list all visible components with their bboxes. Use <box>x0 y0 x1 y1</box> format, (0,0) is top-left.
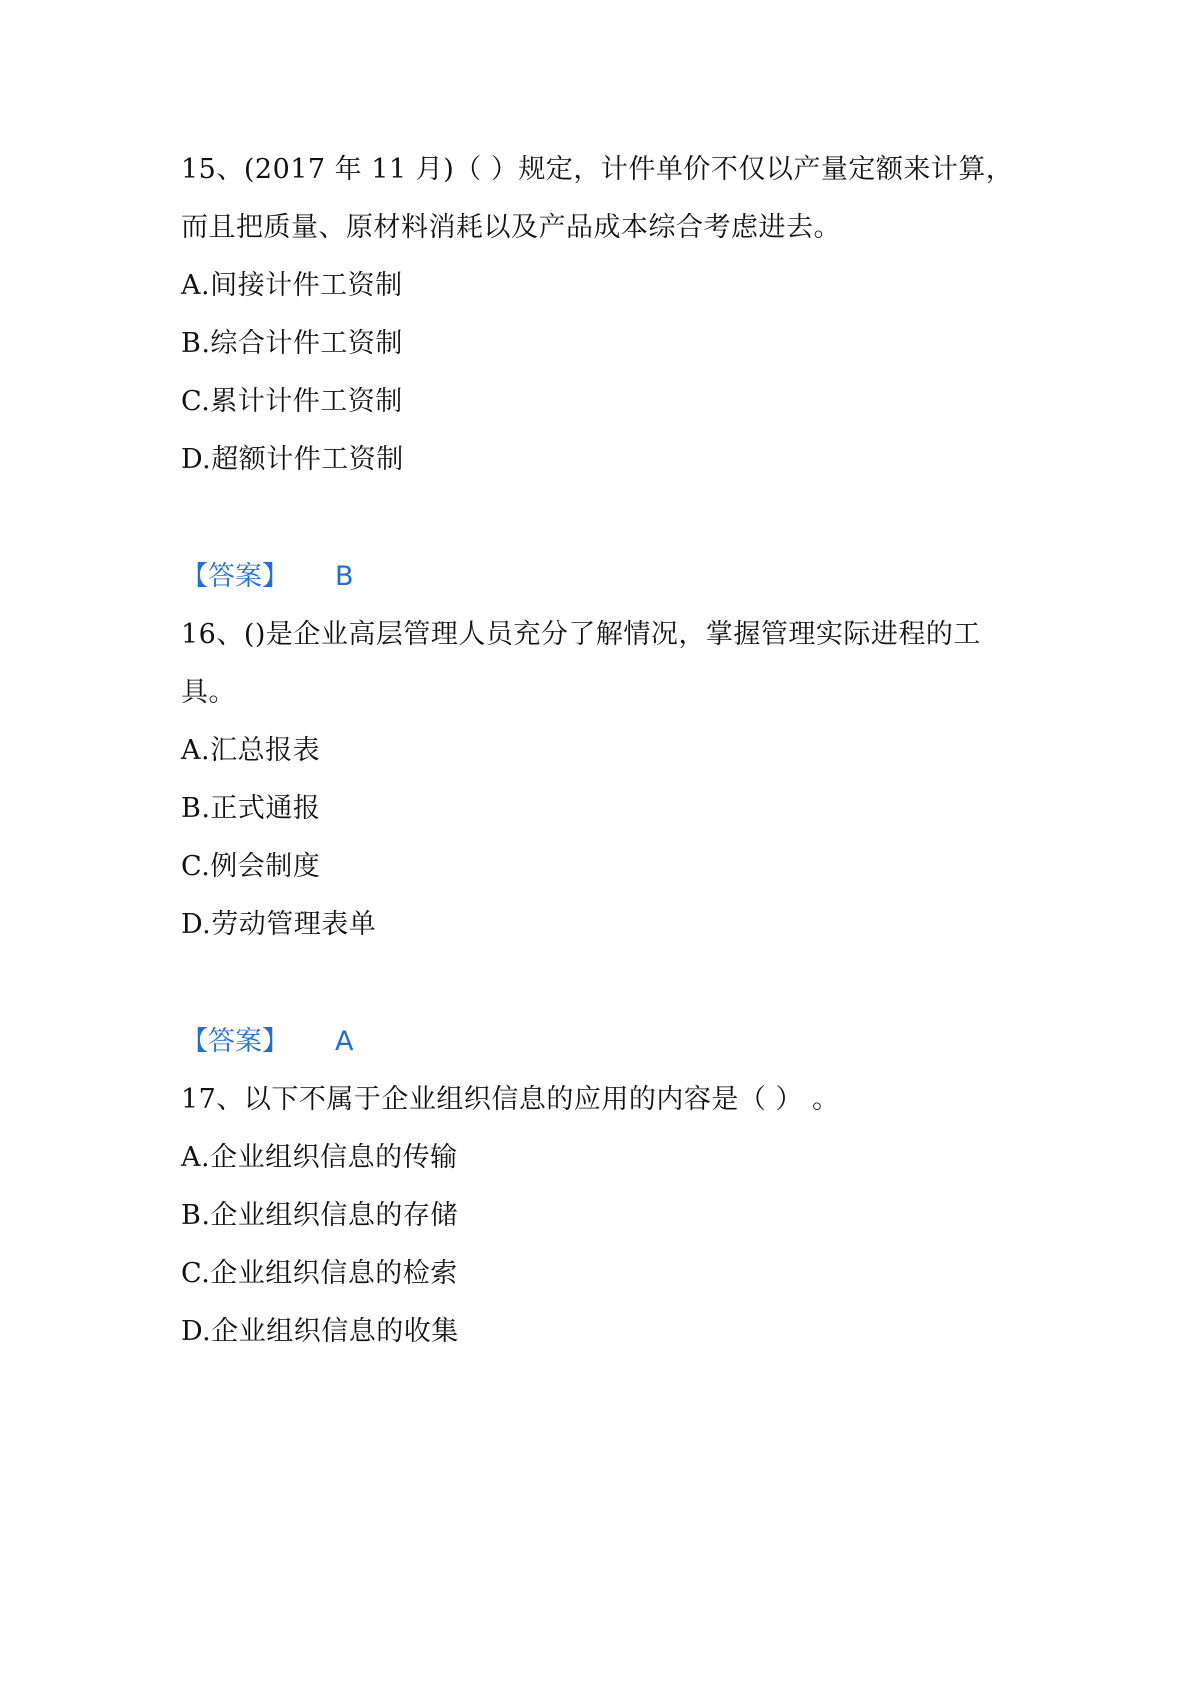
question-16-stem-line-1: 16、()是企业高层管理人员充分了解情况，掌握管理实际进程的工 <box>181 619 981 650</box>
question-16-stem-line-2: 具。 <box>181 677 236 708</box>
question-15-stem-line-2: 而且把质量、原材料消耗以及产品成本综合考虑进去。 <box>181 212 841 243</box>
answer-value: B <box>335 561 354 592</box>
question-17-option-d: D.企业组织信息的收集 <box>181 1316 459 1347</box>
question-15-stem-line-1: 15、(2017 年 11 月)（ ）规定，计件单价不仅以产量定额来计算， <box>181 154 1014 185</box>
question-17-option-a: A.企业组织信息的传输 <box>181 1142 458 1173</box>
answer-label: 【答案】 <box>181 1026 289 1057</box>
question-17-option-c: C.企业组织信息的检索 <box>181 1258 458 1289</box>
question-17-stem-line-1: 17、以下不属于企业组织信息的应用的内容是（ ） 。 <box>181 1084 840 1115</box>
question-15-answer <box>181 559 354 595</box>
question-16-option-b: B.正式通报 <box>181 793 321 824</box>
question-17-option-b: B.企业组织信息的存储 <box>181 1200 458 1231</box>
question-16-option-c: C.例会制度 <box>181 851 321 882</box>
answer-label: 【答案】 <box>181 561 289 592</box>
answer-value: A <box>335 1026 354 1057</box>
question-15-option-c: C.累计计件工资制 <box>181 386 403 417</box>
question-16-answer <box>181 1024 354 1060</box>
question-16-option-a: A.汇总报表 <box>181 735 321 766</box>
question-15-option-d: D.超额计件工资制 <box>181 444 404 475</box>
question-15-option-a: A.间接计件工资制 <box>181 270 403 301</box>
question-16-option-d: D.劳动管理表单 <box>181 909 377 940</box>
question-15-option-b: B.综合计件工资制 <box>181 328 403 359</box>
